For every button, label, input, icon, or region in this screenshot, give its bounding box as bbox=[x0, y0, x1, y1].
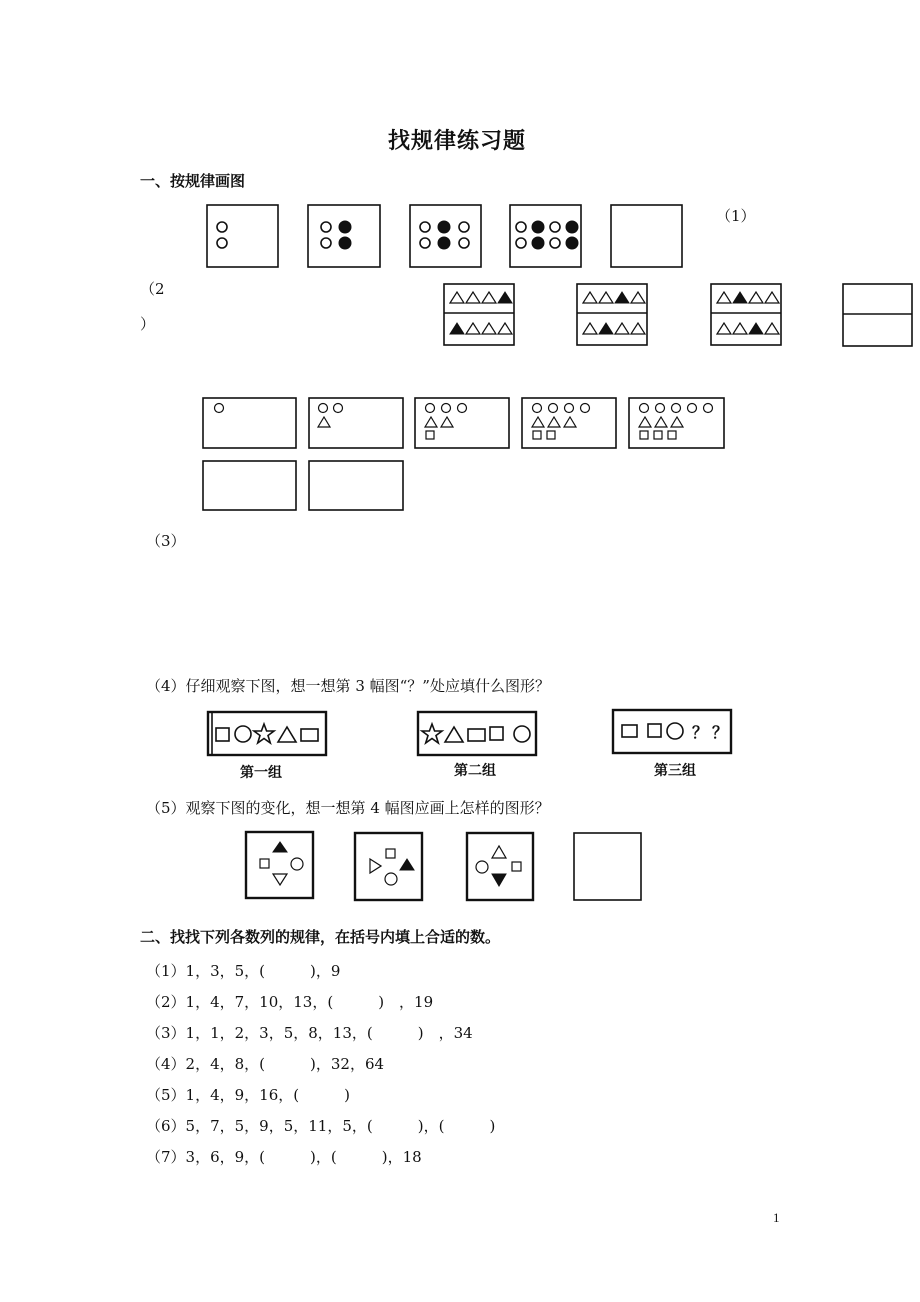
circle-icon bbox=[476, 861, 488, 873]
triangle-icon bbox=[492, 846, 506, 858]
q4-group2-caption: 第二组 bbox=[454, 763, 496, 779]
q1-box-3 bbox=[410, 205, 481, 267]
page-title: 找规律练习题 bbox=[388, 128, 527, 154]
triangle-icon bbox=[671, 417, 683, 427]
q5-box-4-empty bbox=[574, 833, 641, 900]
circle-icon bbox=[672, 404, 681, 413]
circle-icon bbox=[319, 404, 328, 413]
triangle-icon bbox=[370, 859, 381, 873]
triangle-icon bbox=[466, 323, 480, 334]
circle-icon bbox=[215, 404, 224, 413]
square-icon bbox=[547, 431, 555, 439]
q4-group3-caption: 第三组 bbox=[654, 763, 696, 779]
filled-triangle-icon bbox=[733, 292, 747, 303]
q2-label-b: ） bbox=[140, 315, 156, 333]
filled-triangle-icon bbox=[273, 842, 287, 852]
q3-box-7-empty bbox=[309, 461, 403, 510]
triangle-icon bbox=[717, 323, 731, 334]
triangle-icon bbox=[765, 323, 779, 334]
circle-icon bbox=[426, 404, 435, 413]
triangle-icon bbox=[749, 292, 763, 303]
q3-box-3 bbox=[415, 398, 509, 448]
filled-triangle-icon bbox=[498, 292, 512, 303]
triangle-icon bbox=[450, 292, 464, 303]
q3-figure bbox=[203, 398, 724, 510]
triangle-icon bbox=[445, 727, 463, 742]
q3-box-4 bbox=[522, 398, 616, 448]
square-icon bbox=[668, 431, 676, 439]
circle-icon bbox=[549, 404, 558, 413]
filled-circle-icon bbox=[532, 221, 544, 233]
circle-icon bbox=[458, 404, 467, 413]
triangle-icon bbox=[482, 323, 496, 334]
circle-icon bbox=[459, 222, 469, 232]
q3-box-5 bbox=[629, 398, 724, 448]
square-icon bbox=[490, 727, 503, 740]
square-icon bbox=[386, 849, 395, 858]
q4-group3-box bbox=[613, 710, 731, 753]
q2-figure bbox=[444, 284, 912, 346]
section2-heading: 二、找找下列各数列的规律，在括号内填上合适的数。 bbox=[140, 928, 501, 946]
q4-question-mark-1: ？ bbox=[692, 723, 709, 742]
q4-figure bbox=[208, 710, 731, 755]
square-icon bbox=[648, 724, 661, 737]
circle-icon bbox=[321, 238, 331, 248]
triangle-icon bbox=[765, 292, 779, 303]
triangle-icon bbox=[655, 417, 667, 427]
section1-heading: 一、按规律画图 bbox=[140, 172, 246, 190]
triangle-icon bbox=[564, 417, 576, 427]
square-icon bbox=[654, 431, 662, 439]
star-icon bbox=[422, 724, 442, 743]
q4-question-mark-2: ？ bbox=[712, 723, 729, 742]
circle-icon bbox=[565, 404, 574, 413]
q5-text: （5）观察下图的变化，想一想第 4 幅图应画上怎样的图形？ bbox=[146, 799, 550, 817]
rectangle-icon bbox=[301, 729, 318, 741]
filled-circle-icon bbox=[339, 237, 351, 249]
q3-box-6-empty bbox=[203, 461, 296, 510]
circle-icon bbox=[516, 222, 526, 232]
circle-icon bbox=[533, 404, 542, 413]
filled-circle-icon bbox=[438, 221, 450, 233]
triangle-icon bbox=[425, 417, 437, 427]
q2-box-4-empty bbox=[843, 284, 912, 346]
circle-icon bbox=[704, 404, 713, 413]
circle-icon bbox=[550, 238, 560, 248]
sequence-item-2: （2）1，4，7，10，13，( ) ，19 bbox=[146, 993, 434, 1011]
filled-circle-icon bbox=[532, 237, 544, 249]
circle-icon bbox=[656, 404, 665, 413]
triangle-icon bbox=[318, 417, 330, 427]
q4-group1-caption: 第一组 bbox=[240, 765, 282, 781]
filled-triangle-icon bbox=[400, 859, 414, 870]
circle-icon bbox=[420, 222, 430, 232]
circle-icon bbox=[420, 238, 430, 248]
q3-box-2 bbox=[309, 398, 403, 448]
triangle-icon bbox=[615, 323, 629, 334]
circle-icon bbox=[385, 873, 397, 885]
q5-box-3 bbox=[467, 833, 533, 900]
q4-group1-box bbox=[208, 712, 326, 755]
circle-icon bbox=[581, 404, 590, 413]
q2-box-3 bbox=[711, 284, 781, 345]
sequence-item-3: （3）1，1，2，3，5，8，13，( ) ，34 bbox=[146, 1024, 473, 1042]
q4-text: （4）仔细观察下图，想一想第 3 幅图“？”处应填什么图形？ bbox=[146, 677, 550, 695]
q3-label: （3） bbox=[146, 532, 186, 550]
circle-icon bbox=[514, 726, 530, 742]
triangle-icon bbox=[599, 292, 613, 303]
filled-triangle-icon bbox=[450, 323, 464, 334]
circle-icon bbox=[217, 238, 227, 248]
filled-triangle-icon bbox=[492, 874, 506, 886]
triangle-icon bbox=[273, 874, 287, 885]
filled-circle-icon bbox=[566, 237, 578, 249]
triangle-icon bbox=[466, 292, 480, 303]
filled-circle-icon bbox=[566, 221, 578, 233]
sequence-item-7: （7）3，6，9，( )，( )，18 bbox=[146, 1148, 422, 1166]
triangle-icon bbox=[441, 417, 453, 427]
q2-box-1 bbox=[444, 284, 514, 345]
triangle-icon bbox=[532, 417, 544, 427]
sequence-item-6: （6）5，7，5，9，5，11，5，( )，( ) bbox=[146, 1117, 496, 1135]
square-icon bbox=[533, 431, 541, 439]
circle-icon bbox=[640, 404, 649, 413]
circle-icon bbox=[516, 238, 526, 248]
circle-icon bbox=[442, 404, 451, 413]
rectangle-icon bbox=[622, 725, 637, 737]
square-icon bbox=[260, 859, 269, 868]
circle-icon bbox=[334, 404, 343, 413]
q1-box-5-empty bbox=[611, 205, 682, 267]
q4-group2-box bbox=[418, 712, 536, 755]
triangle-icon bbox=[631, 323, 645, 334]
q2-label-a: （2 bbox=[140, 280, 165, 298]
star-icon bbox=[254, 724, 274, 743]
circle-icon bbox=[217, 222, 227, 232]
triangle-icon bbox=[639, 417, 651, 427]
triangle-icon bbox=[733, 323, 747, 334]
triangle-icon bbox=[583, 292, 597, 303]
q1-label: （1） bbox=[716, 207, 756, 225]
triangle-icon bbox=[498, 323, 512, 334]
q1-figure bbox=[207, 205, 682, 267]
page-number: 1 bbox=[773, 1210, 780, 1225]
circle-icon bbox=[321, 222, 331, 232]
square-icon bbox=[640, 431, 648, 439]
triangle-icon bbox=[482, 292, 496, 303]
q1-box-4 bbox=[510, 205, 581, 267]
triangle-icon bbox=[548, 417, 560, 427]
square-icon bbox=[426, 431, 434, 439]
circle-icon bbox=[291, 858, 303, 870]
circle-icon bbox=[235, 726, 251, 742]
triangle-icon bbox=[717, 292, 731, 303]
q5-figure bbox=[246, 832, 641, 900]
q1-box-2 bbox=[308, 205, 380, 267]
circle-icon bbox=[688, 404, 697, 413]
square-icon bbox=[216, 728, 229, 741]
sequence-item-5: （5）1，4，9，16，( ) bbox=[146, 1086, 350, 1104]
filled-triangle-icon bbox=[599, 323, 613, 334]
triangle-icon bbox=[278, 727, 296, 742]
filled-circle-icon bbox=[339, 221, 351, 233]
filled-circle-icon bbox=[438, 237, 450, 249]
circle-icon bbox=[667, 723, 683, 739]
filled-triangle-icon bbox=[749, 323, 763, 334]
q3-box-1 bbox=[203, 398, 296, 448]
circle-icon bbox=[459, 238, 469, 248]
q2-box-2 bbox=[577, 284, 647, 345]
sequence-item-1: （1）1，3，5，( )，9 bbox=[146, 962, 341, 980]
square-icon bbox=[512, 862, 521, 871]
triangle-icon bbox=[631, 292, 645, 303]
rectangle-icon bbox=[468, 729, 485, 741]
circle-icon bbox=[550, 222, 560, 232]
triangle-icon bbox=[583, 323, 597, 334]
filled-triangle-icon bbox=[615, 292, 629, 303]
sequence-item-4: （4）2，4，8，( )，32，64 bbox=[146, 1055, 385, 1073]
q1-box-1 bbox=[207, 205, 278, 267]
